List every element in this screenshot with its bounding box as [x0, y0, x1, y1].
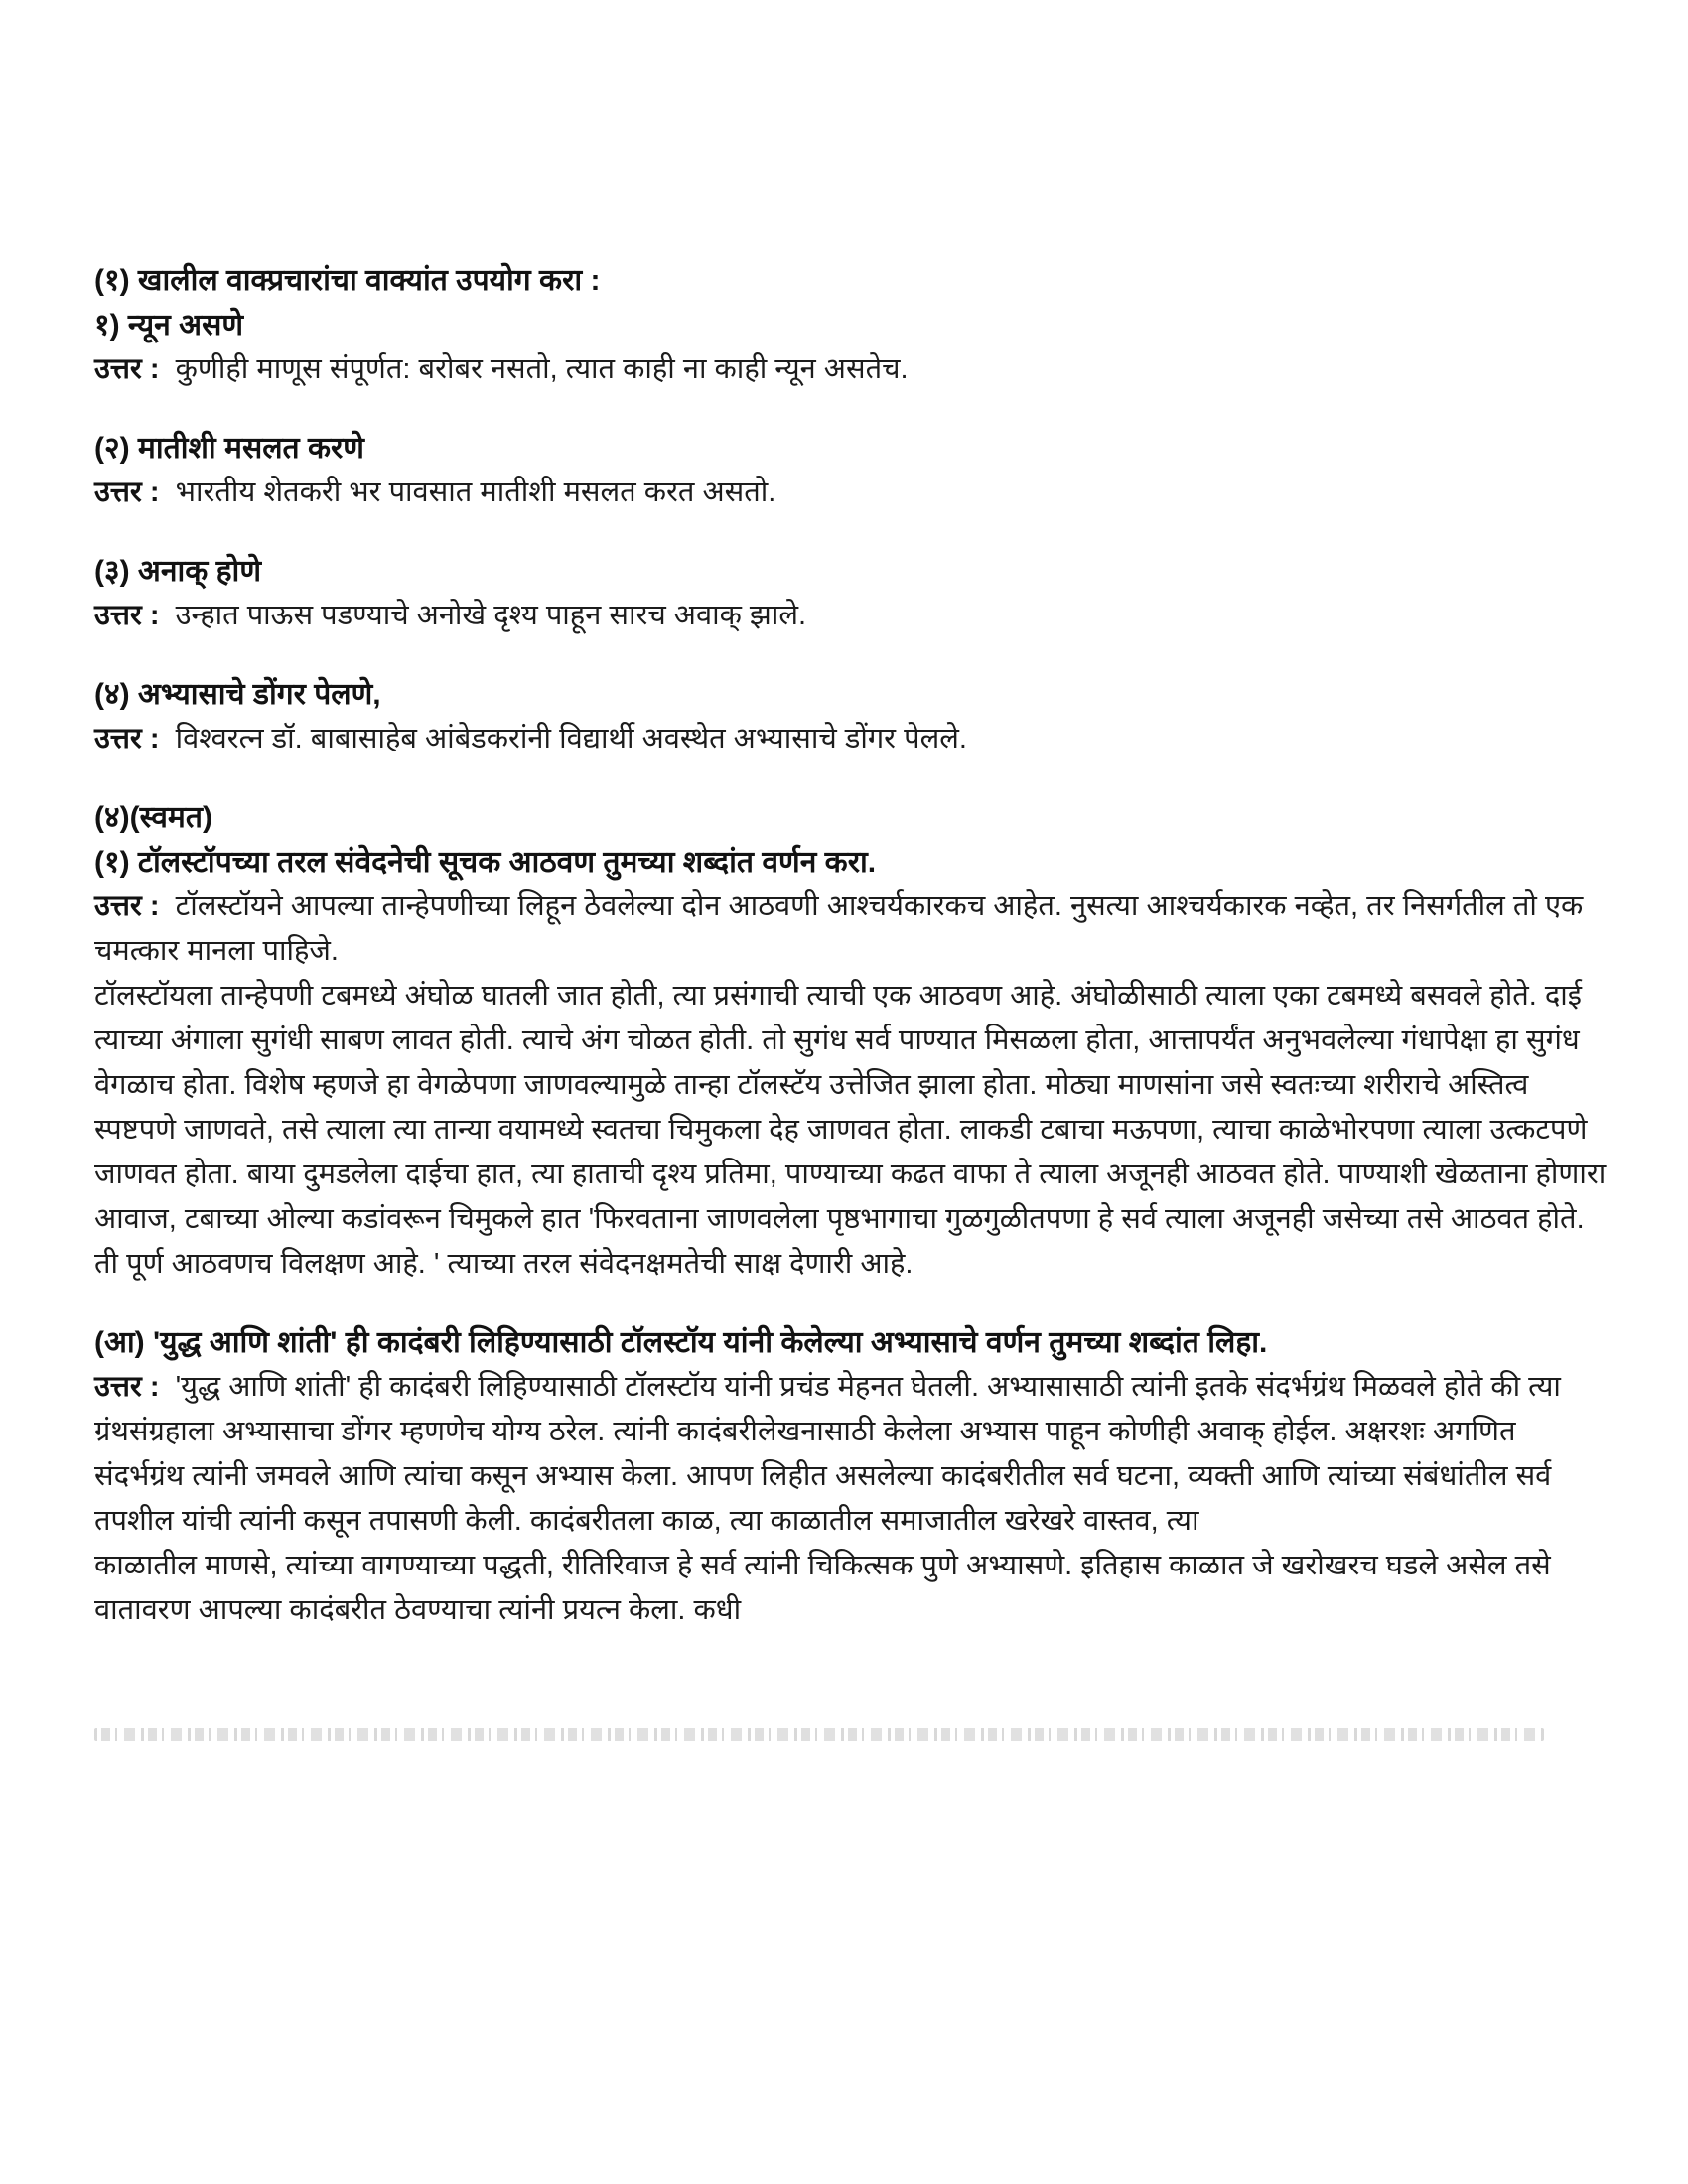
idiom-4-heading: (४) अभ्यासाचे डोंगर पेलणे, — [94, 678, 381, 711]
section-gap — [94, 761, 1609, 795]
idiom-4-answer — [94, 717, 1609, 761]
swamat-question-1-heading: (१) टॉलस्टॉपच्या तरल संवेदनेची सूचक आठवण तुमच्या शब्दांत वर्णन करा. — [94, 846, 877, 879]
answer-text: उन्हात पाऊस पडण्याचे अनोखे दृश्य पाहून सारच अवाक् झाले. — [175, 600, 807, 631]
idiom-3-answer — [94, 594, 1609, 638]
swamat-section-heading: (४)(स्वमत) — [94, 801, 212, 834]
idiom-1-heading: १) न्यून असणे — [94, 309, 244, 341]
section-gap — [94, 1287, 1609, 1320]
idiom-1-answer — [94, 347, 1609, 392]
idiom-2-heading: (२) मातीशी मसलत करणे — [94, 432, 364, 465]
answer-text: विश्वरत्न डॉ. बाबासाहेब आंबेडकरांनी विद्यार्थी अवस्थेत अभ्यासाचे डोंगर पेलले. — [175, 723, 967, 754]
answer-label: उत्तर : — [94, 353, 160, 385]
answer-text: कुणीही माणूस संपूर्णत: बरोबर नसतो, त्यात काही ना काही न्यून असतेच. — [175, 353, 909, 385]
answer-text: टॉलस्टॉयने आपल्या तान्हेपणीच्या लिहून ठेवलेल्या दोन आठवणी आश्चर्यकारकच आहेत. नुसत्या आश्चर्यकारक नव्हेत, तर निसर्गतील तो एक चमत्कार मानला पाहिजे. — [94, 890, 1584, 967]
answer-text: भारतीय शेतकरी भर पावसात मातीशी मसलत करत असतो. — [175, 477, 776, 508]
answer-label: उत्तर : — [94, 477, 160, 508]
answer-label: उत्तर : — [94, 723, 160, 754]
idiom-2-answer — [94, 471, 1609, 515]
idiom-3-heading: (३) अनाक् होणे — [94, 555, 262, 588]
swamat-question-1-answer-paragraph: टॉलस्टॉयला तान्हेपणी टबमध्ये अंघोळ घातली जात होती, त्या प्रसंगाची त्याची एक आठवण आहे. अंघोळीसाठी त्याला एका टबमध्ये बसवले होते. दाई त्याच्या अंगाला सुगंधी साबण लावत होती. त्याचे अंग चोळत होती. तो सुगंध सर्व पाण्यात मिसळला होता, आत्तापर्यंत अनुभवलेल्या गंधापेक्षा हा सुगंध वेगळाच होता. विशेष म्हणजे हा वेगळेपणा जाणवल्यामुळे तान्हा टॉलस्टॅय उत्तेजित झाला होता. मोठ्या माणसांना जसे स्वतःच्या शरीराचे अस्तित्व स्पष्टपणे जाणवते, तसे त्याला त्या तान्या वयामध्ये स्वतचा चिमुकला देह जाणवत होता. लाकडी टबाचा मऊपणा, त्याचा काळेभोरपणा त्याला उत्कटपणे जाणवत होता. बाया दुमडलेला दाईचा हात, त्या हाताची दृश्य प्रतिमा, पाण्याच्या कढत वाफा ते त्याला अजूनही आठवत होते. पाण्याशी खेळताना होणारा आवाज, टबाच्या ओल्या कडांवरून चिमुकले हात 'फिरवताना जाणवलेला पृष्ठभागाचा गुळगुळीतपणा हे सर्व त्याला अजूनही जसेच्या तसे आठवत होते. ती पूर्ण आठवणच विलक्षण आहे. ' त्याच्या तरल संवेदनक्षमतेची साक्ष देणारी आहे. — [94, 980, 1607, 1280]
question-aa-heading: (आ) 'युद्ध आणि शांती' ही कादंबरी लिहिण्यासाठी टॉलस्टॉय यांनी केलेल्या अभ्यासाचे वर्णन तुमच्या शब्दांत लिहा. — [94, 1326, 1268, 1359]
question-aa-answer — [94, 1365, 1609, 1544]
section-gap — [94, 392, 1609, 426]
question-1-heading: (१) खालील वाक्प्रचारांचा वाक्यांत उपयोग करा : — [94, 264, 601, 297]
section-gap — [94, 638, 1609, 672]
swamat-question-1-answer — [94, 885, 1609, 974]
answer-label: उत्तर : — [94, 600, 160, 631]
clipped-text-remnant — [94, 1728, 1544, 1741]
answer-label: उत्तर : — [94, 1371, 160, 1403]
answer-label: उत्तर : — [94, 890, 160, 922]
answer-text: 'युद्ध आणि शांती' ही कादंबरी लिहिण्यासाठी टॉलस्टॉय यांनी प्रचंड मेहनत घेतली. अभ्यासासाठी त्यांनी इतके संदर्भग्रंथ मिळवले होते की त्या ग्रंथसंग्रहाला अभ्यासाचा डोंगर म्हणणेच योग्य ठरेल. त्यांनी कादंबरीलेखनासाठी केलेला अभ्यास पाहून कोणीही अवाक् होईल. अक्षरशः अगणित संदर्भग्रंथ त्यांनी जमवले आणि त्यांचा कसून अभ्यास केला. आपण लिहीत असलेल्या कादंबरीतील सर्व घटना, व्यक्ती आणि त्यांच्या संबंधांतील सर्व तपशील यांची त्यांनी कसून तपासणी केली. कादंबरीतला काळ, त्या काळातील समाजातील खरेखरे वास्तव, त्या — [94, 1371, 1561, 1537]
question-aa-answer-paragraph: काळातील माणसे, त्यांच्या वागण्याच्या पद्धती, रीतिरिवाज हे सर्व त्यांनी चिकित्सक पुणे अभ्यासणे. इतिहास काळात जे खरोखरच घडले असेल तसे वातावरण आपल्या कादंबरीत ठेवण्याचा त्यांनी प्रयत्न केला. कधी — [94, 1550, 1551, 1626]
section-gap — [94, 515, 1609, 549]
